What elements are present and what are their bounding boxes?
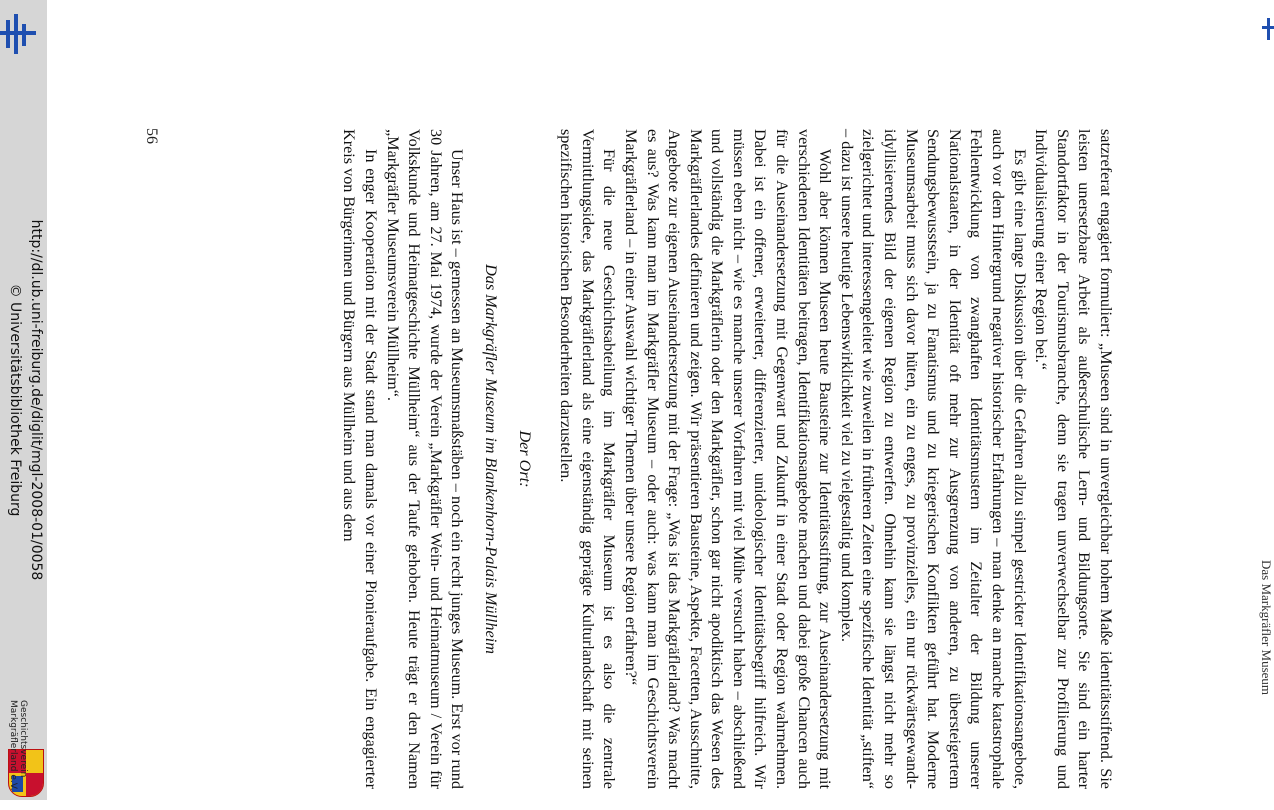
section-heading: Der Ort: [515,430,534,488]
source-url[interactable]: http://dl.ub.uni-freiburg.de/diglit/mgl-2008-01/0058 [28,219,44,581]
running-head: Das Markgräfler Museum [1259,560,1274,696]
association-name: Geschichtsverein [18,700,28,778]
paragraph: Es gibt eine lange Diskussion über die Gefahren allzu simpel gestrickter Identifikationsangebote, auch vor dem Hintergrund negativer historischer Erfahrungen – man denke an manche katastrophale Fehlentwicklung von zwanghaften Identitätsmustern im Zeitalter der Bildung unserer Nationalstaaten, in der Identität oft mehr zur Ausgrenzung von anderen, zu übersteigertem Sendungsbewusstsein, ja zu Fanatismus und zu kriegerischen Konflikten geführt hat. Moderne Museumsarbeit muss sich davor hüten, ein zu enges, zu provinzielles, ein nur rückwärtsgewandt-idyllisierendes Bild der eigenen Region zu entwerfen. Ohnehin kann sie längst nicht mehr so zielgerichtet und interessengeleitet wie zuweilen in früheren Zeiten eine spezifische Identität „stiften“ – dazu ist unsere heutige Lebenswirklichkeit viel zu vielgestaltig und komplex. [837,129,1029,789]
paragraph: In enger Kooperation mit der Stadt stand man damals vor einer Pionieraufgabe. Ein engagierter Kreis von Bürgerinnen und Bürgern aus Müllheim und aus dem [340,129,380,789]
paragraph: Unser Haus ist – gemessen an Museumsmaßstäben – noch ein recht junges Museum. Erst vor rund 30 Jahren, am 27. Mai 1974, wurde der Verein „Markgräfler Wein- und Heimatmuseum / Verein für Volkskunde und Heimatgeschichte Müllheim“ aus der Taufe gehoben. Heute trägt er den Namen „Markgräfler Museumsverein Müllheim“. [383,129,467,789]
body-text [338,129,1116,789]
copyright-notice: © Universitätsbibliothek Freiburg [7,283,23,517]
paragraph: Wohl aber können Museen heute Bausteine zur Identitätsstiftung, zur Auseinandersetzung mit verschiedenen Identitäten beitragen, Identifikationsangebote machen und dabei große Chancen auch für die Auseinandersetzung mit Gegenwart und Zukunft in einer Stadt oder Region wahrnehmen. Dabei ist ein offener, erweiterter, differenzierter, unideologischer Identitätsbegriff hilfreich. Wir müssen eben nicht – wie es manche unserer Vorfahren mit viel Mühe versucht haben – abschließend und vollständig die Markgräflerin oder den Markgräfler, schon gar nicht apodiktisch das Wesen des Markgräflerlandes definieren und zeigen. Wir präsentieren Bausteine, Aspekte, Facetten, Ausschnitte, Angebote zur eigenen Auseinandersetzung mit der Frage: „Was ist das Markgräflerland? Was macht es aus? Was kann man im Markgräfler Museum – oder auch: was kann man im Geschichtsverein Markgräflerland – in einer Auswahl wichtiger Themen über unsere Region erfahren?“ [621,129,835,789]
section-subheading: Das Markgräfler Museum im Blankenhorn-Palais Müllheim [481,264,500,654]
paragraph: Für die neue Geschichtsabteilung im Markgräfler Museum ist es also die zentrale Vermittlungsidee, das Markgräflerland als eine eigenständig geprägte Kulturlandschaft mit seinen spezifischen historischen Besonderheiten darzustellen. [557,129,619,789]
page-number: 56 [143,128,160,144]
paragraph: satzreferat engagiert formuliert: „Museen sind in unvergleichbar hohem Maße identitätsstiftend. Sie leisten unersetzbare Arbeit als außerschulische Lern- und Bildungsorte. Sie sind ein harter Standortfaktor in der Tourismusbranche, denn sie tragen unverwechselbar zur Profilierung und Individualisierung einer Region bei.“ [1032,129,1115,789]
association-name-line2: Markgräflerland e.V. [8,700,18,791]
